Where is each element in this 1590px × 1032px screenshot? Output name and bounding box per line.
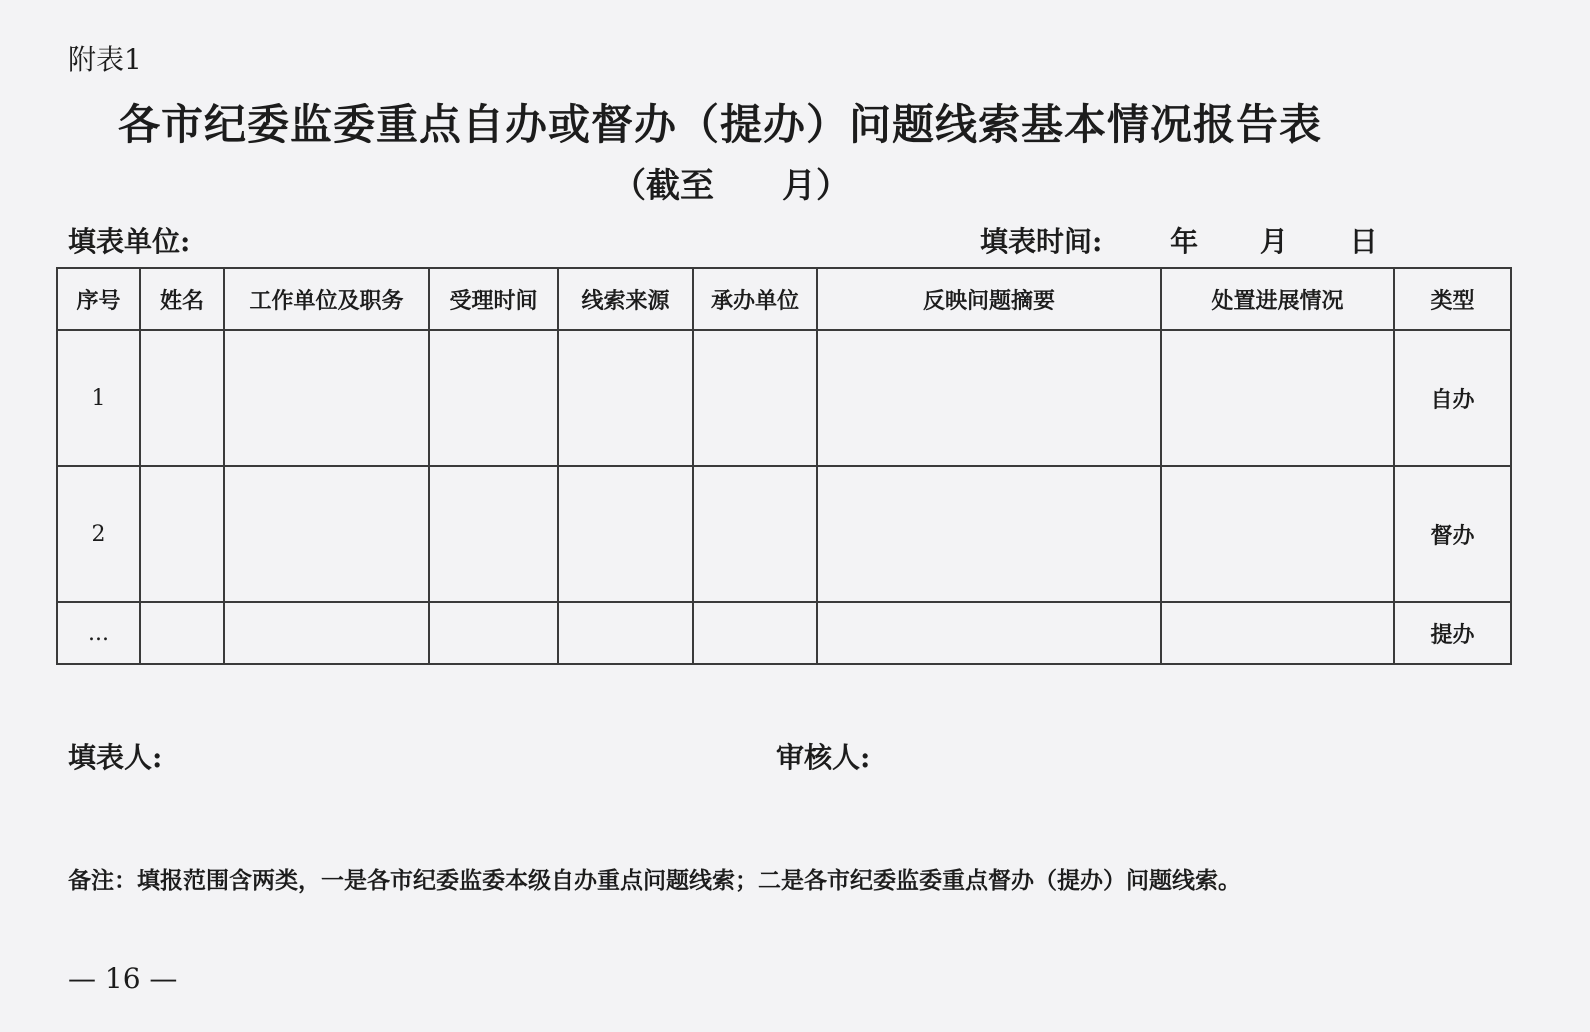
remarks-note: 备注：填报范围含两类，一是各市纪委监委本级自办重点问题线索；二是各市纪委监委重点督办（提办）问题线索。 [68, 867, 1241, 894]
cell-handling-unit[interactable] [693, 466, 817, 602]
cell-progress[interactable] [1161, 466, 1394, 602]
column-header-work-unit: 工作单位及职务 [224, 268, 429, 330]
cell-source[interactable] [558, 330, 693, 466]
cell-handling-unit[interactable] [693, 330, 817, 466]
cell-accept-time[interactable] [429, 330, 558, 466]
table-row [57, 330, 1511, 466]
cell-seq[interactable]: ... [57, 602, 140, 664]
cell-handling-unit[interactable] [693, 602, 817, 664]
report-table [56, 267, 1512, 665]
column-header-accept-time: 受理时间 [429, 268, 558, 330]
cell-type: 督办 [1394, 466, 1511, 602]
column-header-handling-unit: 承办单位 [693, 268, 817, 330]
cell-summary[interactable] [817, 466, 1161, 602]
fill-time-month: 月 [1259, 225, 1288, 258]
column-header-progress: 处置进展情况 [1161, 268, 1394, 330]
column-header-seq: 序号 [57, 268, 140, 330]
column-header-name: 姓名 [140, 268, 224, 330]
cell-name[interactable] [140, 602, 224, 664]
fill-time-day: 日 [1349, 225, 1378, 258]
cell-seq[interactable]: 1 [57, 330, 140, 466]
reviewer-label: 审核人: [776, 741, 871, 774]
cell-summary[interactable] [817, 602, 1161, 664]
table-row [57, 602, 1511, 664]
cell-seq[interactable]: 2 [57, 466, 140, 602]
cell-source[interactable] [558, 466, 693, 602]
fill-time-label: 填表时间: [980, 225, 1103, 258]
cell-work-unit[interactable] [224, 330, 429, 466]
cell-name[interactable] [140, 466, 224, 602]
filler-label: 填表人: [68, 741, 163, 774]
cell-summary[interactable] [817, 330, 1161, 466]
table-row [57, 466, 1511, 602]
cell-progress[interactable] [1161, 602, 1394, 664]
fill-time-year: 年 [1170, 225, 1199, 258]
attachment-label: 附表1 [68, 43, 142, 76]
column-header-type: 类型 [1394, 268, 1511, 330]
page-number: — 16 — [68, 962, 178, 995]
column-header-summary: 反映问题摘要 [817, 268, 1161, 330]
cell-accept-time[interactable] [429, 602, 558, 664]
cell-type: 提办 [1394, 602, 1511, 664]
fill-unit-label: 填表单位: [68, 225, 191, 258]
cell-accept-time[interactable] [429, 466, 558, 602]
cell-name[interactable] [140, 330, 224, 466]
page-subtitle: （截至 月） [612, 166, 850, 206]
cell-progress[interactable] [1161, 330, 1394, 466]
cell-work-unit[interactable] [224, 466, 429, 602]
page-title: 各市纪委监委重点自办或督办（提办）问题线索基本情况报告表 [117, 100, 1322, 149]
column-header-source: 线索来源 [558, 268, 693, 330]
cell-type: 自办 [1394, 330, 1511, 466]
table-header-row [57, 268, 1511, 330]
cell-source[interactable] [558, 602, 693, 664]
cell-work-unit[interactable] [224, 602, 429, 664]
fill-time [980, 220, 1378, 260]
